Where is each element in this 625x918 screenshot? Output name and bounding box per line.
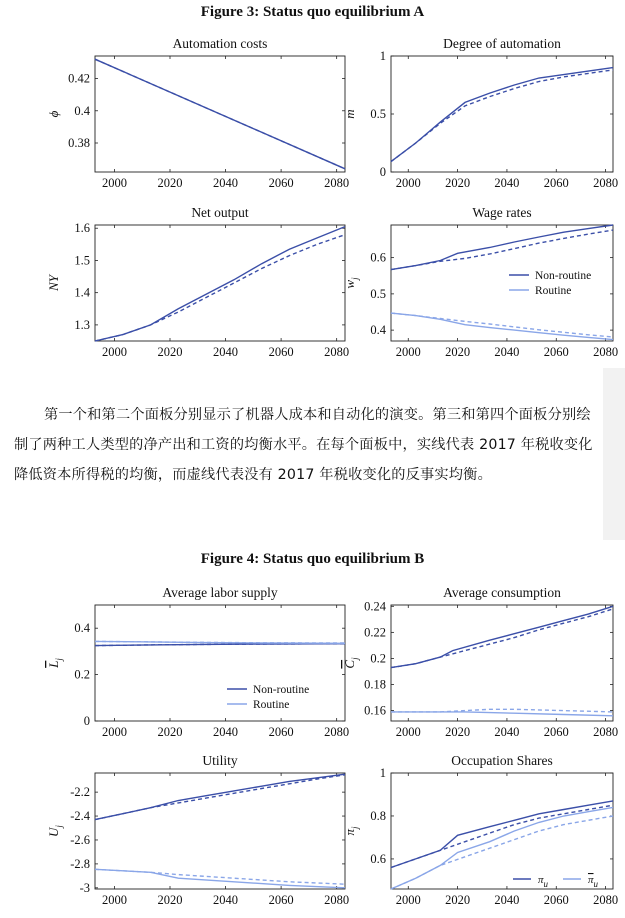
chart-avg_consumption — [342, 585, 618, 739]
chart-title: Automation costs — [172, 36, 268, 51]
legend-label: Routine — [253, 699, 290, 711]
x-tick-label: 2020 — [445, 176, 471, 190]
y-tick-label: 1.3 — [74, 317, 90, 332]
chart-automation_costs — [46, 36, 349, 190]
chart-title: Average labor supply — [162, 585, 278, 600]
axes-frame — [391, 605, 613, 721]
y-tick-label: 0.38 — [68, 136, 90, 150]
legend — [509, 270, 591, 297]
y-tick-label: 0 — [83, 714, 90, 728]
paragraph: 第一个和第二个面板分别显示了机器人成本和自动化的演变。第三和第四个面板分别绘制了两种工人类型的净产出和工资的均衡水平。在每个面板中，实线代表 2017 年税收变化降低资本所得税的均衡，而虚线代表没有 2017 年税收变化的反事实均衡。 — [14, 407, 593, 483]
y-axis-label: ϕ — [46, 110, 61, 118]
y-tick-label: 0.16 — [364, 703, 386, 718]
chart-title: Average consumption — [443, 585, 561, 600]
x-tick-label: 2040 — [494, 725, 520, 739]
y-tick-label: -2.4 — [70, 809, 90, 824]
axes-frame — [391, 56, 613, 172]
y-tick-label: 0 — [379, 165, 386, 179]
x-tick-label: 2080 — [324, 893, 350, 907]
x-tick-label: 2000 — [101, 893, 127, 907]
y-axis-label: NY — [46, 275, 61, 291]
x-tick-label: 2060 — [268, 893, 294, 907]
series-line-solid — [95, 227, 345, 341]
x-tick-label: 2060 — [543, 176, 569, 190]
x-tick-label: 2060 — [543, 725, 569, 739]
x-tick-label: 2060 — [543, 345, 569, 359]
x-tick-label: 2040 — [213, 725, 239, 739]
series-line-solid-light — [391, 712, 613, 716]
y-axis-label: $\pi_j$ — [342, 826, 360, 836]
x-tick-label: 2080 — [324, 725, 350, 739]
chart-title: Occupation Shares — [451, 753, 553, 768]
y-tick-label: 0.22 — [364, 625, 386, 640]
series-line-solid-light — [95, 869, 345, 888]
x-tick-label: 2000 — [101, 176, 127, 190]
y-tick-label: -2.8 — [70, 856, 90, 871]
y-tick-label: 1 — [379, 49, 386, 63]
legend-label: $\pi_u$ — [587, 874, 599, 889]
x-tick-label: 2040 — [494, 893, 520, 907]
x-tick-label: 2080 — [593, 725, 619, 739]
x-tick-label: 2000 — [101, 345, 127, 359]
series-line-solid-dark — [95, 774, 345, 819]
series-line--u — [391, 807, 613, 889]
y-axis-label: m — [342, 109, 357, 119]
x-tick-label: 2000 — [101, 725, 127, 739]
axes-frame — [391, 225, 613, 341]
x-tick-label: 2060 — [268, 725, 294, 739]
y-tick-label: 1 — [379, 766, 386, 780]
y-tick-label: 0.6 — [370, 250, 386, 265]
x-tick-label: 2000 — [395, 176, 421, 190]
x-tick-label: 2040 — [494, 176, 520, 190]
y-tick-label: 0.2 — [74, 667, 90, 682]
y-axis-label: $w_j$ — [342, 277, 360, 289]
series-line-routine — [391, 313, 613, 340]
chart-title: Net output — [191, 205, 249, 220]
x-tick-label: 2080 — [593, 176, 619, 190]
series-line-dashed-dark — [95, 775, 345, 820]
x-tick-label: 2080 — [593, 345, 619, 359]
legend-label: Non-routine — [535, 270, 592, 282]
chart-wage_rates — [342, 205, 618, 359]
series-line-dashed — [391, 70, 613, 162]
x-tick-label: 2080 — [593, 893, 619, 907]
x-tick-label: 2000 — [395, 725, 421, 739]
y-tick-label: 1.6 — [74, 221, 90, 236]
series-line-dashed-dark — [391, 609, 613, 668]
x-tick-label: 2060 — [268, 345, 294, 359]
x-tick-label: 2020 — [445, 725, 471, 739]
figure-3-title: Figure 3: Status quo equilibrium A — [200, 4, 425, 20]
x-tick-label: 2040 — [213, 176, 239, 190]
x-tick-label: 2020 — [445, 893, 471, 907]
x-tick-label: 2020 — [157, 345, 183, 359]
axes-frame — [95, 605, 345, 721]
y-tick-label: 0.4 — [370, 323, 386, 338]
series-line-solid-dark — [391, 606, 613, 667]
x-tick-label: 2000 — [395, 893, 421, 907]
y-tick-label: 1.4 — [74, 285, 90, 300]
axes-frame — [391, 773, 613, 889]
x-tick-label: 2080 — [324, 345, 350, 359]
series-line--u-no-tax-change- — [391, 816, 613, 889]
x-tick-label: 2020 — [157, 725, 183, 739]
x-tick-label: 2060 — [268, 176, 294, 190]
x-tick-label: 2040 — [213, 893, 239, 907]
x-tick-label: 2040 — [494, 345, 520, 359]
y-tick-label: 0.4 — [74, 103, 90, 118]
legend-label: $\pi_u$ — [537, 874, 549, 889]
y-tick-label: 0.24 — [364, 599, 386, 614]
chart-utility — [46, 753, 349, 907]
legend — [513, 874, 599, 889]
legend-label: Non-routine — [253, 684, 310, 696]
x-tick-label: 2060 — [543, 893, 569, 907]
chart-avg_labor_supply — [46, 585, 349, 739]
chart-occupation_shares — [342, 753, 618, 907]
x-tick-label: 2080 — [324, 176, 350, 190]
y-tick-label: 0.42 — [68, 71, 90, 86]
y-tick-label: 0.4 — [74, 621, 90, 636]
y-tick-label: -2.2 — [70, 785, 90, 800]
legend — [227, 684, 309, 711]
x-tick-label: 2020 — [157, 176, 183, 190]
x-tick-label: 2020 — [445, 345, 471, 359]
series-line-non-routine — [391, 225, 613, 270]
y-tick-label: 0.8 — [370, 808, 386, 823]
y-tick-label: 0.2 — [370, 651, 386, 666]
chart-title: Degree of automation — [443, 36, 561, 51]
y-tick-label: -2.6 — [70, 832, 90, 847]
x-tick-label: 2020 — [157, 893, 183, 907]
legend-label: Routine — [535, 285, 572, 297]
series-line-dashed — [95, 235, 345, 341]
x-tick-label: 2040 — [213, 345, 239, 359]
y-axis-label: $U_j$ — [46, 825, 64, 837]
y-tick-label: 0.18 — [364, 677, 386, 692]
chart-title: Wage rates — [472, 205, 532, 220]
figure-4-title: Figure 4: Status quo equilibrium B — [200, 551, 425, 567]
chart-net_output — [46, 205, 349, 359]
y-tick-label: -3 — [79, 880, 90, 895]
y-tick-label: 1.5 — [74, 253, 90, 268]
chart-degree_automation — [342, 36, 618, 190]
y-axis-label: $C_j$ — [342, 657, 360, 669]
y-tick-label: 0.6 — [370, 851, 386, 866]
y-tick-label: 0.5 — [370, 286, 386, 301]
y-tick-label: 0.5 — [370, 107, 386, 121]
y-axis-label: $L_j$ — [46, 658, 64, 668]
series-line-dashed-light — [95, 869, 345, 884]
chart-title: Utility — [202, 753, 238, 768]
series-line-solid — [391, 68, 613, 162]
x-tick-label: 2000 — [395, 345, 421, 359]
